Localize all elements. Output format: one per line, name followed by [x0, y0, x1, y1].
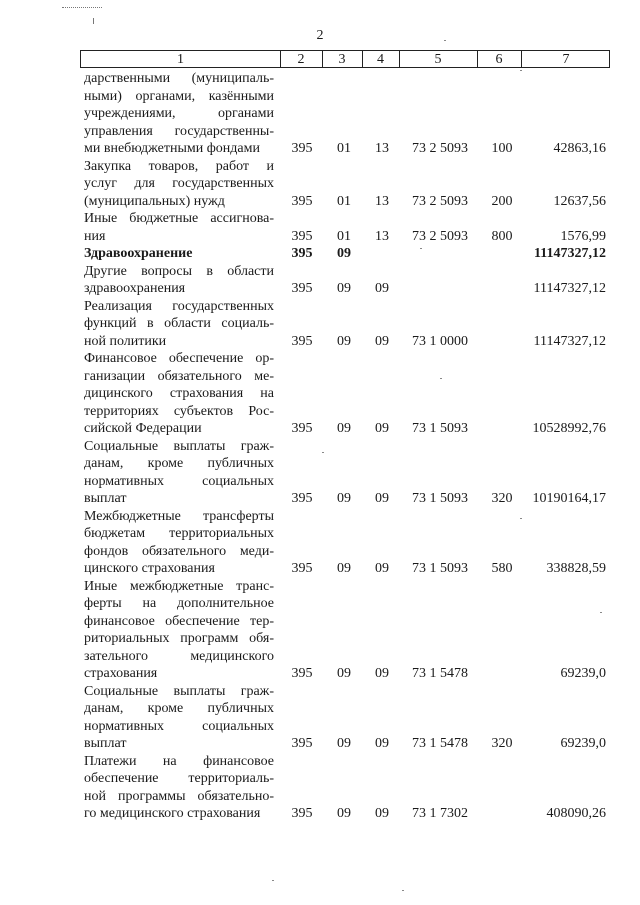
cell-c5: 73 1 0000 — [412, 333, 468, 349]
table-row — [0, 245, 640, 263]
cell-c3: 09 — [337, 666, 351, 681]
table-row — [0, 350, 640, 438]
row-name-line: управления государственны- — [84, 123, 274, 139]
cell-c7: 12637,56 — [553, 193, 606, 209]
cell-c4: 09 — [375, 561, 389, 576]
cell-c3: 01 — [337, 193, 351, 209]
cell-c3: 09 — [337, 736, 351, 751]
row-name-line: ной политики — [84, 333, 167, 349]
row-name-line: Социальные выплаты граж- — [84, 683, 274, 699]
row-name — [84, 298, 274, 351]
row-name-line: Платежи на финансовое — [84, 753, 274, 769]
cell-c3: 09 — [337, 561, 351, 576]
cell-c2: 395 — [291, 561, 313, 576]
cell-c4: 09 — [375, 736, 389, 751]
row-name-line: ной программы обязательно- — [84, 788, 274, 804]
cell-c3: 01 — [337, 141, 351, 156]
row-name-line: фондов обязательного меди- — [84, 543, 274, 559]
cell-c2: 395 — [291, 141, 313, 156]
cell-c6: 580 — [491, 561, 513, 576]
row-name-line: финансовое обеспечение тер- — [84, 613, 274, 629]
row-name-line: функций в области социаль- — [84, 316, 274, 331]
cell-c4: 09 — [375, 666, 389, 681]
table-row — [0, 753, 640, 823]
cell-c2: 395 — [291, 333, 313, 349]
table-row — [0, 683, 640, 753]
cell-c2: 395 — [291, 246, 313, 261]
cell-c6: 100 — [491, 141, 513, 156]
cell-c6: 320 — [491, 736, 513, 751]
cell-c6: 200 — [491, 193, 513, 209]
row-name-line: дарственными (муниципаль- — [84, 71, 274, 86]
header-cell: 4 — [377, 52, 384, 67]
row-name — [84, 70, 274, 158]
row-name-line: Здравоохранение — [84, 246, 193, 261]
row-name-line: услуг для государственных — [84, 176, 274, 191]
row-name-line: Социальные выплаты граж- — [84, 438, 274, 454]
row-name-line: дицинского страхования на — [84, 386, 274, 401]
cell-c4: 09 — [375, 281, 389, 296]
row-name — [84, 683, 274, 753]
row-name-line: территориях субъектов Рос- — [84, 403, 274, 419]
cell-c7: 10528992,76 — [532, 421, 606, 436]
cell-c5: 73 1 7302 — [412, 806, 468, 821]
row-name-line: Реализация государственных — [84, 298, 274, 314]
row-name — [84, 578, 274, 683]
cell-c5: 73 1 5478 — [412, 736, 468, 751]
header-cell: 6 — [495, 52, 503, 67]
cell-c5: 73 1 5093 — [412, 561, 468, 576]
cell-c5: 73 2 5093 — [412, 228, 468, 244]
cell-c5: 73 2 5093 — [412, 193, 468, 209]
cell-c4: 09 — [375, 333, 389, 349]
cell-c7: 11147327,12 — [533, 333, 606, 349]
cell-c5: 73 1 5093 — [412, 421, 468, 436]
row-name — [84, 438, 274, 508]
cell-c7: 11147327,12 — [533, 281, 606, 296]
header-cell: 3 — [338, 52, 346, 67]
row-name — [84, 245, 274, 263]
row-name-line: Иные бюджетные ассигнова- — [84, 211, 274, 226]
cell-c3: 09 — [337, 806, 351, 821]
cell-c2: 395 — [291, 666, 313, 681]
table-row — [0, 210, 640, 245]
row-name-line: учреждениями, органами — [84, 106, 274, 121]
row-name-line: Иные межбюджетные транс- — [84, 578, 274, 594]
row-name-line: ными) органами, казёнными — [84, 88, 274, 104]
table-header — [80, 50, 610, 68]
page-number: 2 — [316, 28, 324, 43]
cell-c3: 09 — [337, 333, 351, 349]
row-name-line: (муниципальных) нужд — [84, 193, 225, 209]
cell-c6: 320 — [491, 491, 513, 506]
cell-c2: 395 — [291, 228, 313, 244]
row-name-line: нормативных социальных — [84, 473, 274, 489]
row-name-line: данам, кроме публичных — [84, 701, 274, 716]
cell-c2: 395 — [291, 281, 313, 296]
cell-c7: 10190164,17 — [532, 491, 606, 506]
cell-c3: 09 — [337, 491, 351, 506]
cell-c4: 09 — [375, 421, 389, 436]
row-name-line: Другие вопросы в области — [84, 263, 274, 279]
row-name-line: выплат — [84, 491, 127, 506]
row-name-line: нормативных социальных — [84, 718, 274, 734]
cell-c7: 69239,0 — [560, 666, 606, 681]
cell-c2: 395 — [291, 421, 313, 436]
row-name-line: выплат — [84, 736, 127, 751]
row-name-line: страхования — [84, 666, 158, 681]
row-name-line: Финансовое обеспечение ор- — [84, 351, 274, 366]
table-row — [0, 578, 640, 683]
cell-c4: 13 — [375, 193, 389, 209]
scan-mark — [93, 18, 94, 24]
row-name-line: данам, кроме публичных — [84, 456, 274, 471]
cell-c7: 408090,26 — [546, 806, 606, 821]
header-cell: 7 — [562, 52, 570, 67]
cell-c4: 13 — [375, 228, 389, 244]
cell-c3: 09 — [337, 246, 351, 261]
row-name — [84, 753, 274, 823]
table-row — [0, 438, 640, 508]
cell-c4: 09 — [375, 806, 389, 821]
scan-mark — [62, 7, 102, 8]
cell-c2: 395 — [291, 491, 313, 506]
cell-c2: 395 — [291, 806, 313, 821]
row-name-line: Закупка товаров, работ и — [84, 158, 274, 174]
header-cell: 2 — [297, 52, 305, 67]
row-name-line: обеспечение территориаль- — [84, 771, 274, 786]
cell-c3: 09 — [337, 281, 351, 296]
row-name — [84, 350, 274, 438]
table-row — [0, 70, 640, 158]
cell-c2: 395 — [291, 736, 313, 751]
table-row — [0, 263, 640, 298]
table-row — [0, 298, 640, 351]
row-name-line: цинского страхования — [84, 561, 215, 576]
cell-c5: 73 1 5478 — [412, 666, 468, 681]
row-name-line: го медицинского страхования — [84, 806, 261, 821]
row-name — [84, 158, 274, 211]
cell-c4: 09 — [375, 491, 389, 506]
cell-c7: 42863,16 — [553, 141, 606, 156]
cell-c5: 73 1 5093 — [412, 491, 468, 506]
row-name — [84, 210, 274, 245]
cell-c4: 13 — [375, 141, 389, 156]
header-cell: 5 — [434, 52, 442, 67]
row-name — [84, 263, 274, 298]
cell-c2: 395 — [291, 193, 313, 209]
row-name — [84, 508, 274, 578]
cell-c7: 1576,99 — [560, 228, 606, 244]
row-name-line: здравоохранения — [84, 281, 186, 296]
row-name-line: ферты на дополнительное — [84, 596, 274, 611]
row-name-line: бюджетам территориальных — [84, 526, 274, 541]
cell-c7: 338828,59 — [546, 561, 606, 576]
cell-c3: 09 — [337, 421, 351, 436]
row-name-line: ния — [84, 228, 106, 244]
row-name-line: сийской Федерации — [84, 421, 202, 436]
cell-c3: 01 — [337, 228, 351, 244]
row-name-line: Межбюджетные трансферты — [84, 508, 274, 524]
row-name-line: риториальных программ обя- — [84, 631, 274, 646]
cell-c7: 69239,0 — [560, 736, 606, 751]
header-cell: 1 — [177, 52, 184, 67]
cell-c6: 800 — [491, 228, 513, 244]
table-row — [0, 158, 640, 211]
cell-c5: 73 2 5093 — [412, 141, 468, 156]
table-row — [0, 508, 640, 578]
row-name-line: зательного медицинского — [84, 648, 274, 664]
cell-c7: 11147327,12 — [534, 246, 606, 261]
row-name-line: ми внебюджетными фондами — [84, 141, 260, 156]
row-name-line: ганизации обязательного ме- — [84, 368, 274, 384]
